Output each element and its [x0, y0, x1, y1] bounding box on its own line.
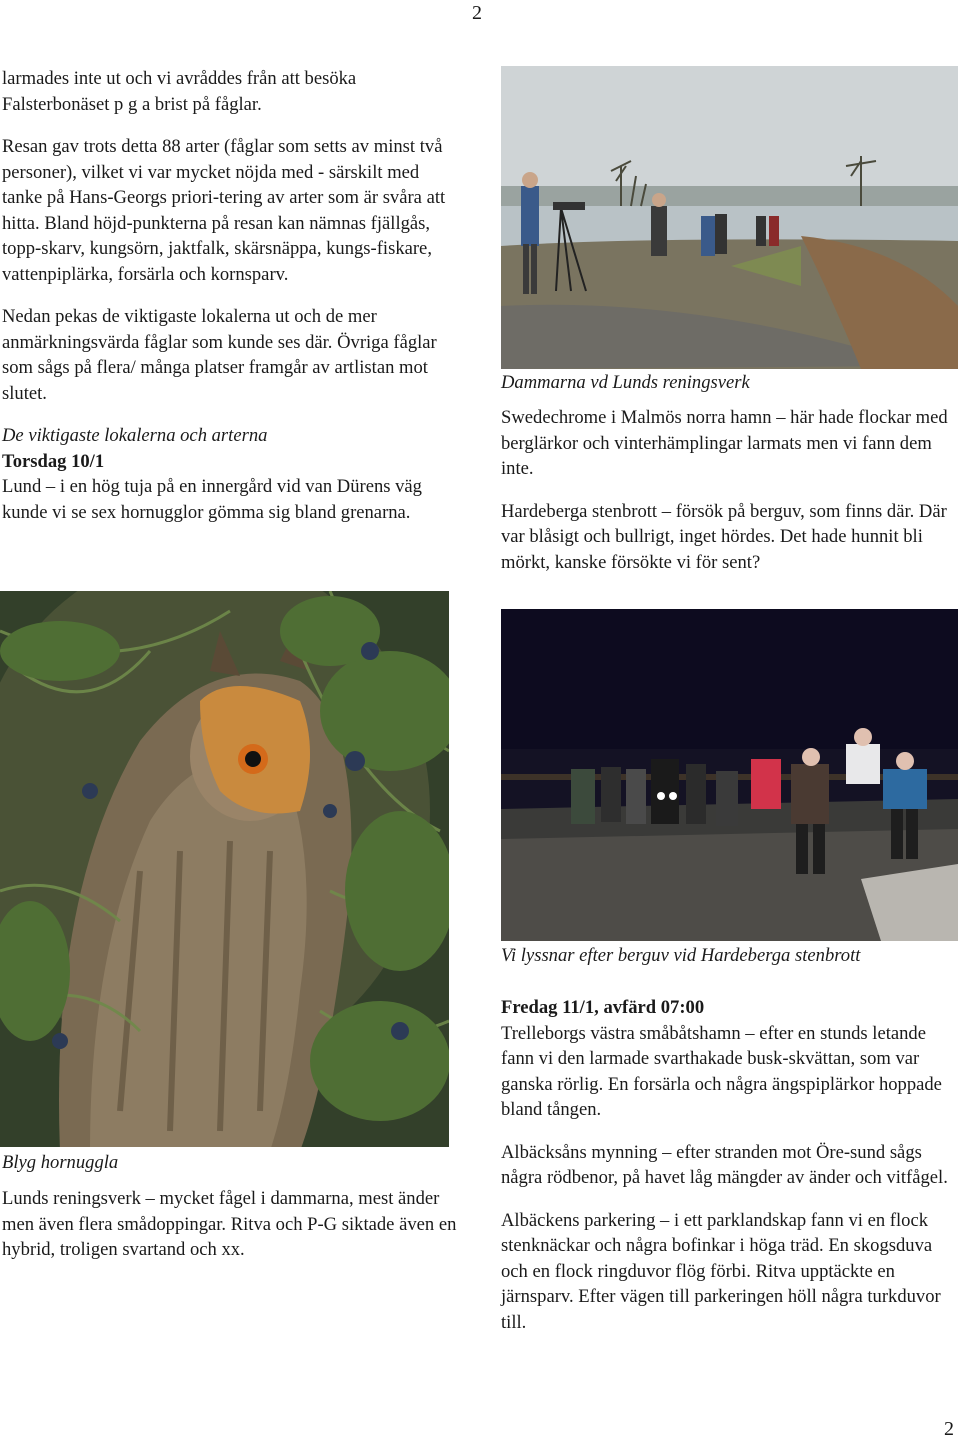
paragraph-summary: Resan gav trots detta 88 arter (fåglar som setts av minst två personer), vilket vi var mycket nöjda med - särskilt med tanke på Hans-Georgs priori-tering av arter som är svåra att hitta. Bland höjd-punkterna på resan kan nämnas fjällgås, topp-skarv, kungsörn, jaktfalk, skärsnäppa, kungs-fiskare, vattenpiplärka, forsärla och kornsparv.: [2, 136, 446, 285]
section-heading: De viktigaste lokalerna och arterna: [2, 425, 268, 446]
night-caption: Vi lyssnar efter berguv vid Hardeberga stenbrott: [501, 945, 861, 966]
paragraph-albacken-parkering: Albäckens parkering – i ett parklandskap fann vi en flock stenknäckar och några bofinkar i höga träd. En skogsduva och en flock ringduvor flög förbi. Ritva upptäckte en järnsparv. Efter vägen till parkeringen höll några turkduvor till.: [501, 1209, 941, 1333]
paragraph-albacksan: Albäcksåns mynning – efter stranden mot Öre-sund sågs några rödbenor, på havet låg mängder av änder och vitfågel.: [501, 1141, 948, 1188]
owl-caption: Blyg hornuggla: [2, 1152, 119, 1173]
left-column-bottom: [2, 1186, 462, 1263]
right-column-bottom: [501, 995, 958, 1335]
owl-photo: [0, 591, 449, 1147]
paragraph-trelleborg: Trelleborgs västra småbåtshamn – efter en stunds letande fann vi den larmade svarthakade busk-skvättan, som var ganska rörlig. En forsärla och några ängspiplärkor hoppade bland tången.: [501, 1022, 942, 1120]
paragraph-lund: Lund – i en hög tuja på en innergård vid van Dürens väg kunde vi se sex hornugglor gömma sig bland grenarna.: [2, 476, 422, 523]
page-number-top: 2: [472, 2, 482, 24]
right-column-top: [501, 405, 958, 575]
paragraph-swedechrome: Swedechrome i Malmös norra hamn – här hade flockar med berglärkor och vinterhämplingar larmats men vi fann dem inte.: [501, 407, 948, 479]
paragraph-lunds-reningsverk: Lunds reningsverk – mycket fågel i dammarna, mest änder men även flera smådoppingar. Ritva och P-G siktade även en hybrid, troligen svartand och xx.: [2, 1188, 457, 1260]
page-number-bottom: 2: [944, 1418, 954, 1440]
night-photo: [501, 609, 958, 941]
day-heading-thursday: Torsdag 10/1: [2, 450, 105, 472]
day-heading-friday: Fredag 11/1, avfärd 07:00: [501, 997, 705, 1018]
ponds-caption: Dammarna vd Lunds reningsverk: [501, 372, 750, 393]
paragraph-falsterbo: larmades inte ut och vi avråddes från att besöka Falsterbonäset p g a brist på fåglar.: [2, 68, 357, 115]
left-column-top: [2, 66, 462, 525]
ponds-photo: [501, 66, 958, 369]
paragraph-hardeberga: Hardeberga stenbrott – försök på berguv, som finns där. Där var blåsigt och bullrigt, inget hördes. Det hade hunnit bli mörkt, kanske försökte vi för sent?: [501, 500, 947, 573]
paragraph-intro-localities: Nedan pekas de viktigaste lokalerna ut och de mer anmärkningsvärda fåglar som kunde ses där. Övriga fåglar som sågs på flera/ många platser framgår av artlistan mot slutet.: [2, 306, 437, 404]
